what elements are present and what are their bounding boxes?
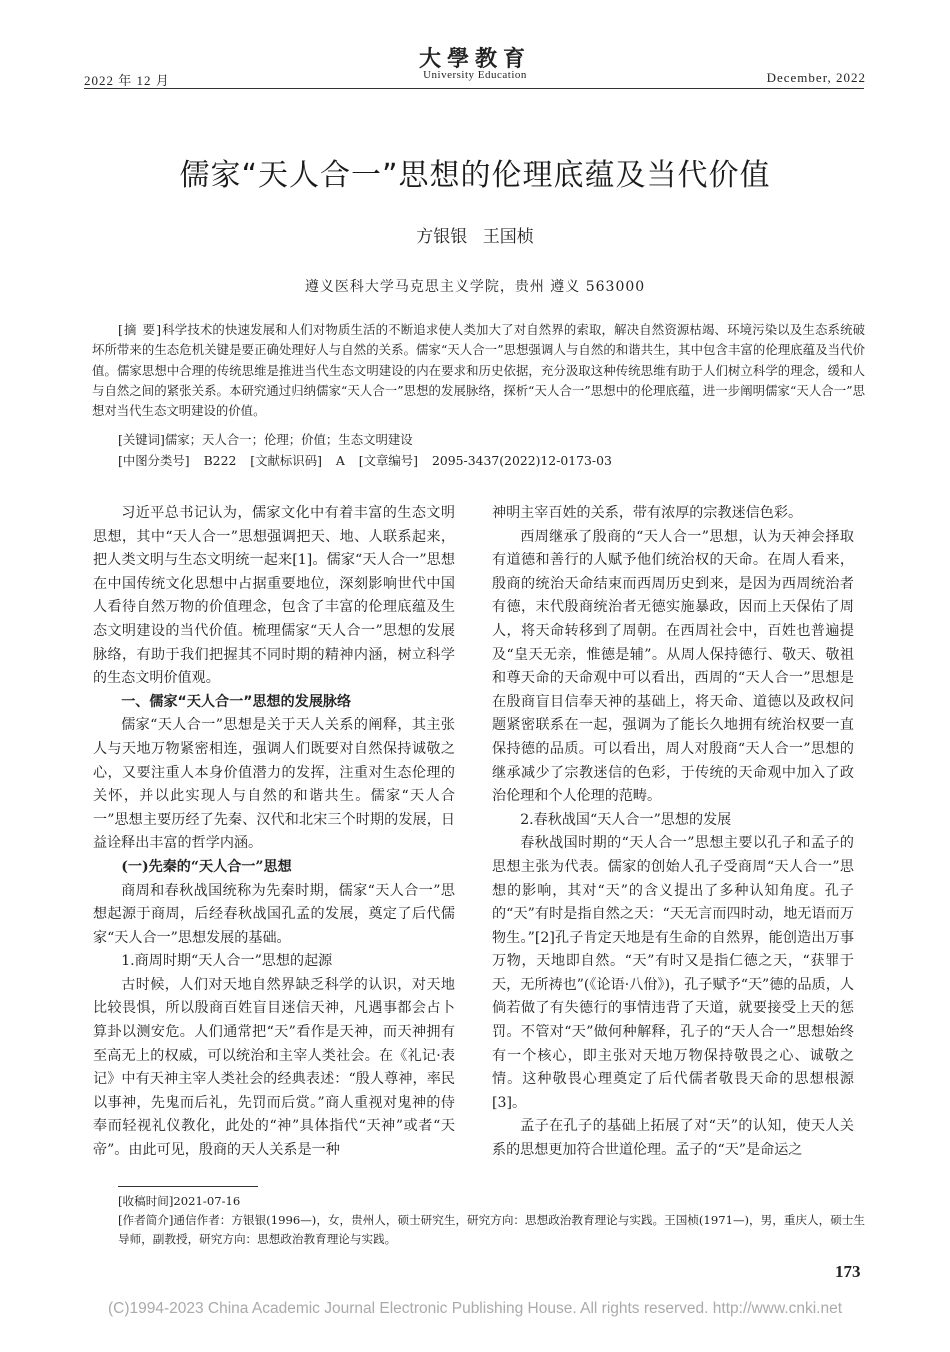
paragraph: 西周继承了殷商的“天人合一”思想，认为天神会择取有道德和善行的人赋予他们统治权的天命。在周人看来，殷商的统治天命结束而西周历史到来，是因为西周统治者有德，末代殷商统治者无德实施暴政，因而上天保佑了周人，将天命转移到了周朝。在西周社会中，百姓也普遍提及“皇天无亲，惟德是辅”。从周人保持德行、敬天、敬祖和尊天命的天命观中可以看出，西周的“天人合一”思想是在殷商盲目信奉天神的基础上，将天命、道德以及政权问题紧密联系在一起，强调为了能长久地拥有统治权要一直保持德的品质。可以看出，周人对殷商“天人合一”思想的继承减少了宗教迷信的色彩，于传统的天命观中加入了政治伦理和个人伦理的范畴。 xyxy=(492,528,854,805)
header-date-en: December, 2022 xyxy=(766,70,866,85)
subsection-heading: (一)先秦的“天人合一”思想 xyxy=(121,858,292,875)
article-number-label: [文章编号] xyxy=(358,453,419,468)
footnote-rule xyxy=(118,1186,258,1187)
classification xyxy=(118,451,858,471)
abstract-label: [摘 要] xyxy=(118,322,163,337)
keywords-text: 儒家；天人合一；伦理；价值；生态文明建设 xyxy=(164,432,413,447)
doc-code-value: A xyxy=(335,453,345,468)
journal-logo: 大學教育 xyxy=(418,46,531,72)
affiliation: 遵义医科大学马克思主义学院，贵州 遵义 563000 xyxy=(304,279,646,295)
header-date-cn: 2022 年 12 月 xyxy=(84,73,170,88)
sub-subsection-heading: 2.春秋战国“天人合一”思想的发展 xyxy=(520,811,732,828)
doc-code-label: [文献标识码] xyxy=(250,453,322,468)
paragraph: 神明主宰百姓的关系，带有浓厚的宗教迷信色彩。 xyxy=(492,505,803,521)
authors: 方银银 王国桢 xyxy=(416,227,534,247)
article-number-value: 2095-3437(2022)12-0173-03 xyxy=(431,453,612,468)
paragraph: 儒家“天人合一”思想是关于天人关系的阐释，其主张人与天地万物紧密相连，强调人们既要对自然保持诚敬之心，又要注重人本身价值潜力的发挥，注重对生态伦理的关怀，并以此实现人与自然的和谐共生。儒家“天人合一”思想主要历经了先秦、汉代和北宋三个时期的发展，日益诠释出丰富的哲学内涵。 xyxy=(93,717,455,852)
author-bio-text: 通信作者：方银银(1996—)，女，贵州人，硕士研究生，研究方向：思想政治教育理论与实践。王国桢(1971—)，男，重庆人，硕士生导师，副教授，研究方向：思想政治教育理论与实践。 xyxy=(118,1213,865,1246)
abstract-text: 科学技术的快速发展和人们对物质生活的不断追求使人类加大了对自然界的索取，解决自然资源枯竭、环境污染以及生态系统破坏所带来的生态危机关键是要正确处理好人与自然的关系。儒家“天人合一”思想强调人与自然的和谐共生，其中包含丰富的伦理底蕴及当代价值。儒家思想中合理的传统思维是推进当代生态文明建设的内在要求和历史依据，充分汲取这种传统思维有助于人们树立科学的理念，缓和人与自然之间的紧张关系。本研究通过归纳儒家“天人合一”思想的发展脉络，探析“天人合一”思想中的伦理底蕴，进一步阐明儒家“天人合一”思想对当代生态文明建设的价值。 xyxy=(92,322,866,419)
paragraph: 古时候，人们对天地自然界缺乏科学的认识，对天地比较畏惧，所以殷商百姓盲目迷信天神，凡遇事都会占卜算卦以测安危。人们通常把“天”看作是天神，而天神拥有至高无上的权威，可以统治和主宰人类社会。在《礼记·表记》中有天神主宰人类社会的经典表述：“殷人尊神，率民以事神，先鬼而后礼，先罚而后赏。”商人重视对鬼神的侍奉而轻视礼仪教化，此处的“神”具体指代“天神”或者“天帝”。由此可见，殷商的天人关系是一种 xyxy=(93,976,455,1159)
received-label: [收稿时间] xyxy=(118,1194,174,1208)
sub-subsection-heading: 1.商周时期“天人合一”思想的起源 xyxy=(121,953,333,970)
author-bio xyxy=(118,1211,866,1249)
clc-label: [中图分类号] xyxy=(118,453,190,468)
copyright-notice: (C)1994-2023 China Academic Journal Electronic Publishing House. All rights reserved. http://www.cnki.net xyxy=(107,1300,843,1317)
paragraph: 习近平总书记认为，儒家文化中有着丰富的生态文明思想，其中“天人合一”思想强调把天、地、人联系起来，把人类文明与生态文明统一起来[1]。儒家“天人合一”思想在中国传统文化思想中占据重要地位，深刻影响世代中国人看待自然万物的价值理念，包含了丰富的伦理底蕴及生态文明建设的当代价值。梳理儒家“天人合一”思想的发展脉络，有助于我们把握其不同时期的精神内涵，树立科学的生态文明价值观。 xyxy=(93,505,455,687)
article-title: 儒家“天人合一”思想的伦理底蕴及当代价值 xyxy=(179,158,771,193)
header-rule xyxy=(84,88,864,89)
paragraph: 商周和春秋战国统称为先秦时期，儒家“天人合一”思想起源于商周，后经春秋战国孔孟的发展，奠定了后代儒家“天人合一”思想发展的基础。 xyxy=(93,882,455,946)
abstract xyxy=(92,320,865,421)
keywords xyxy=(118,430,858,450)
section-heading: 一、儒家“天人合一”思想的发展脉络 xyxy=(121,693,352,710)
author-bio-label: [作者简介] xyxy=(118,1213,174,1227)
footnotes xyxy=(118,1192,866,1249)
clc-value: B222 xyxy=(203,453,237,468)
keywords-label: [关键词] xyxy=(118,432,165,447)
right-column xyxy=(492,502,854,1163)
paragraph: 孟子在孔子的基础上拓展了对“天”的认知，使天人关系的思想更加符合世道伦理。孟子的“天”是命运之 xyxy=(492,1118,854,1159)
received-value: 2021-07-16 xyxy=(173,1194,241,1208)
left-column xyxy=(93,502,455,1163)
journal-name-en: University Education xyxy=(423,69,527,81)
paragraph: 春秋战国时期的“天人合一”思想主要以孔子和孟子的思想主张为代表。儒家的创始人孔子受商周“天人合一”思想的影响，其对“天”的含义提出了多种认知角度。孔子的“天”有时是指自然之天：“天无言而四时动，地无语而万物生。”[2]孔子肯定天地是有生命的自然界，能创造出万事万物，天地即自然。“天”有时又是指仁德之天，“获罪于天，无所祷也”(《论语·八佾》)，孔子赋予“天”德的品质，人倘若做了有失德行的事情违背了天道，就要接受上天的惩罚。不管对“天”做何种解释，孔子的“天人合一”思想始终有一个核心，即主张对天地万物保持敬畏之心、诚敬之情。这种敬畏心理奠定了后代儒者敬畏天命的思想根源[3]。 xyxy=(492,835,854,1111)
received-date xyxy=(118,1192,866,1211)
page-number: 173 xyxy=(835,1262,861,1281)
